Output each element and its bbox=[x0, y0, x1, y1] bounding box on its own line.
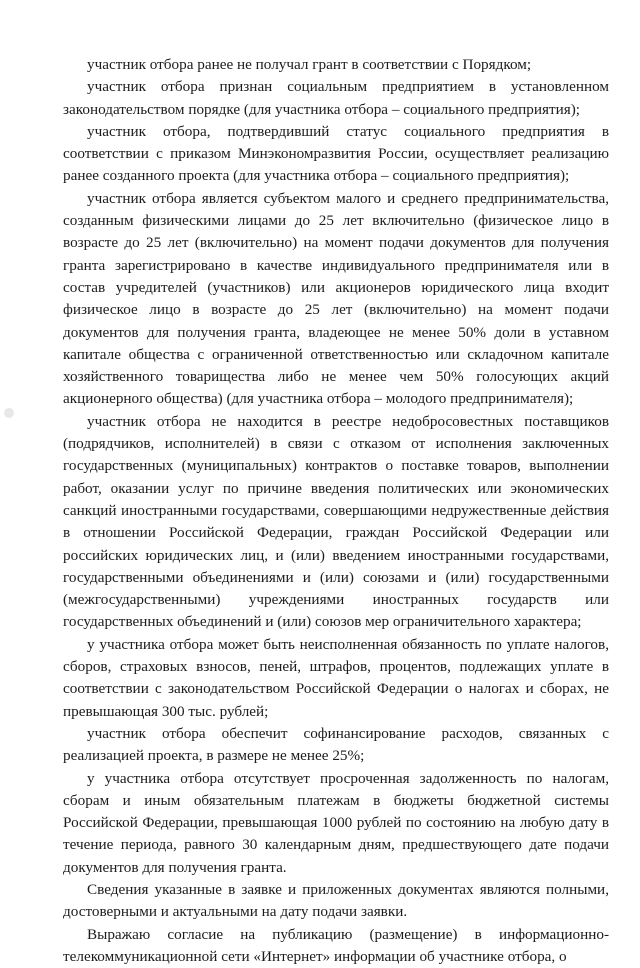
paragraph-cofinancing: участник отбора обеспечит софинансирование расходов, связанных с реализацией проекта, в размере не менее 25%; bbox=[63, 724, 609, 765]
paragraph-overdue-debt: у участника отбора отсутствует просроченная задолженность по налогам, сборам и иным обязательным платежам в бюджеты бюджетной системы Российской Федерации, превышающая 1000 рублей по состоянию на любую дату в течение периода, равного 30 календарным дням, предшествующего дате подачи документов для получения гранта. bbox=[63, 769, 609, 876]
paragraph-unfair-suppliers-registry: участник отбора не находится в реестре недобросовестных поставщиков (подрядчиков, исполнителей) в связи с отказом от исполнения заключенных государственных (муниципальных) контрактов о поставке товаров, выполнении работ, оказании услуг по причине введения политических или экономических санкций иностранными государствами, совершающими недружественные действия в отношении Российской Федерации, граждан Российской Федерации или российских юридических лиц, и (или) введением иностранными государствами, государственными объединениями и (или) союзами и (или) государственными (межгосударственными) учреждениями иностранных государств или государственных объединений и (или) союзов мер ограничительного характера; bbox=[63, 412, 609, 631]
paragraph-young-entrepreneur: участник отбора является субъектом малого и среднего предпринимательства, созданным физическими лицами до 25 лет включительно (физическое лицо в возрасте до 25 лет (включительно) на момент подачи документов для получения гранта зарегистрировано в качестве индивидуального предпринимателя или в состав учредителей (участников) или акционеров юридического лица входит физическое лицо в возрасте до 25 лет (включительно) на момент подачи документов для получения гранта, владеющее не менее 50% доли в уставном капитале общества с ограниченной ответственностью или складочном капитале хозяйственного товарищества либо не менее чем 50% голосующих акций акционерного общества) (для участника отбора – молодого предпринимателя); bbox=[63, 189, 609, 408]
paragraph-tax-obligation: у участника отбора может быть неисполненная обязанность по уплате налогов, сборов, страховых взносов, пеней, штрафов, процентов, подлежащих уплате в соответствии с законодательством Российской Федерации о налогах и сборах, не превышающая 300 тыс. рублей; bbox=[63, 635, 609, 720]
paragraph-no-previous-grant: участник отбора ранее не получал грант в соответствии с Порядком; bbox=[87, 56, 532, 73]
paragraph-social-enterprise-status: участник отбора признан социальным предприятием в установленном законодательством порядке (для участника отбора – социального предприятия); bbox=[63, 78, 609, 118]
paragraph-information-accuracy: Сведения указанные в заявке и приложенных документах являются полными, достоверными и актуальными на дату подачи заявки. bbox=[63, 880, 609, 921]
paragraph-social-enterprise-project: участник отбора, подтвердивший статус социального предприятия в соответствии с приказом Минэкономразвития России, осуществляет реализацию ранее созданного проекта (для участника отбора – социального предприятия); bbox=[63, 122, 609, 185]
scan-dot-mark bbox=[4, 408, 14, 418]
paragraph-publication-consent: Выражаю согласие на публикацию (размещение) в информационно-телекоммуникационной сети «Интернет» информации об участнике отбора, о bbox=[63, 925, 609, 965]
